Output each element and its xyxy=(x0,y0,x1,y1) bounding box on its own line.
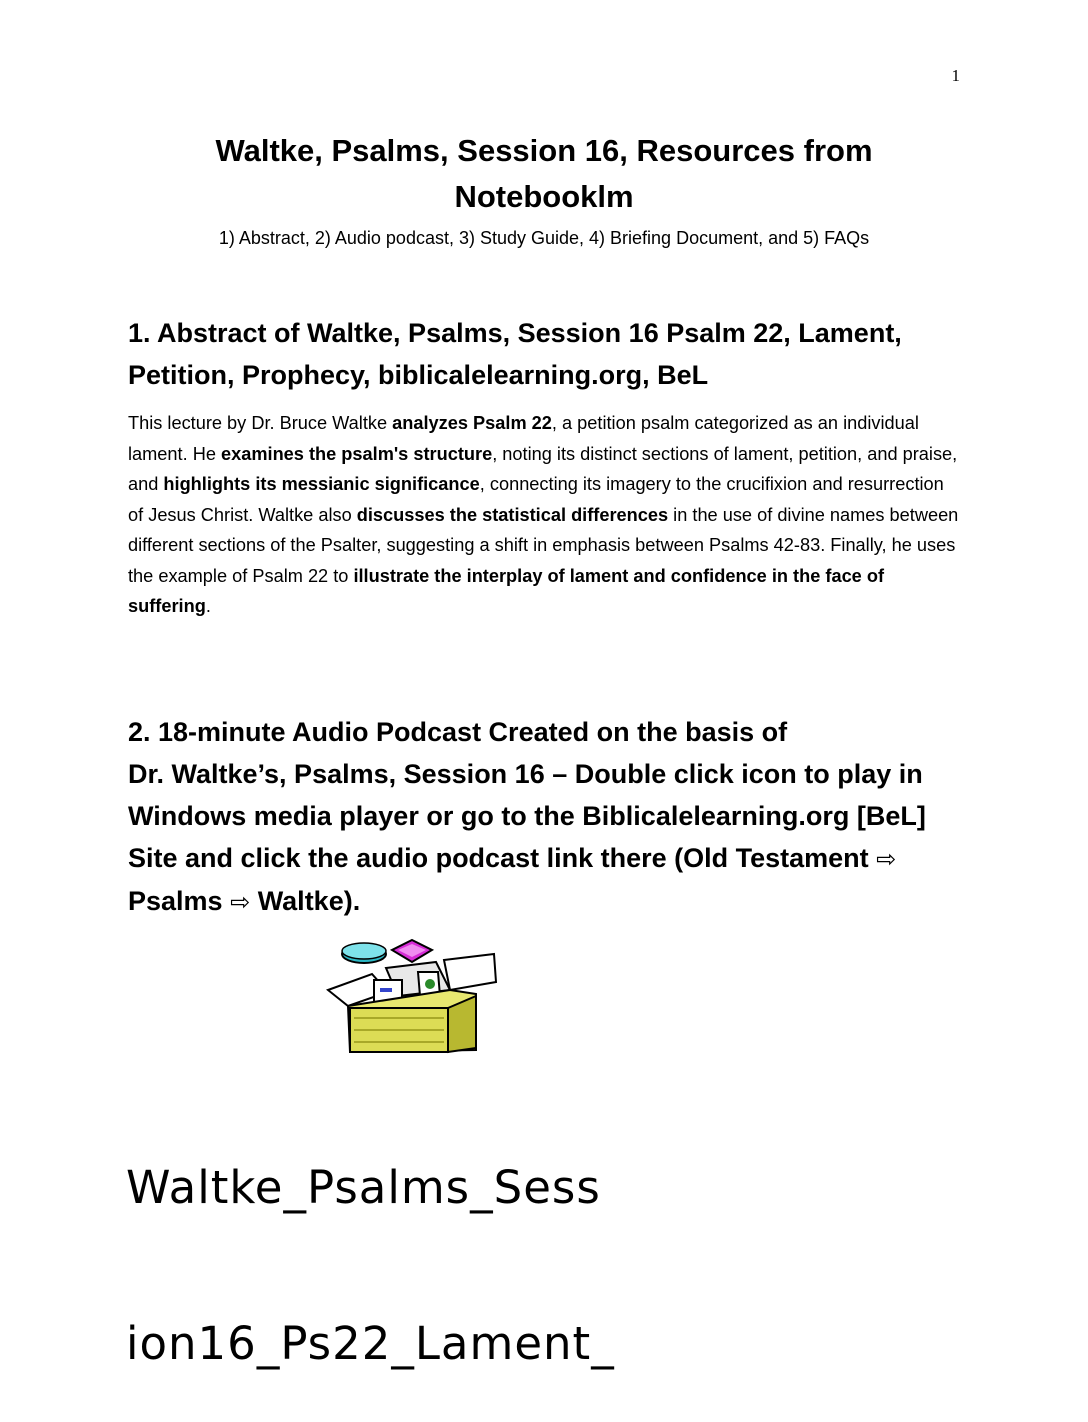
abstract-text: This lecture by Dr. Bruce Waltke xyxy=(128,413,393,433)
arrow-right-icon: ⇨ xyxy=(230,888,251,916)
section-2-line-5-end: Waltke). xyxy=(250,886,361,916)
abstract-text: in the use of divine names between different sections of the Psalter, suggesting a shift in emphasis between Psalms 42-83. Finally, he uses the example of Psalm 22 to xyxy=(128,504,959,586)
abstract-text: , connecting its imagery to the crucifixion and resurrection of Jesus Christ. Waltke also xyxy=(128,474,944,525)
section-2-line-1: 2. 18-minute Audio Podcast Created on the basis of xyxy=(128,717,788,747)
abstract-text: , a petition psalm categorized as an individual lament. He xyxy=(128,413,919,464)
section-2-line-5-text: Psalms xyxy=(128,886,231,916)
document-subtitle: 1) Abstract, 2) Audio podcast, 3) Study Guide, 4) Briefing Document, and 5) FAQs xyxy=(218,228,870,248)
section-2-heading xyxy=(128,711,960,923)
abstract-emphasis: illustrate the interplay of lament and confidence in the face of suffering xyxy=(128,565,885,616)
abstract-emphasis: examines the psalm's structure xyxy=(221,443,493,464)
abstract-emphasis: highlights its messianic significance xyxy=(163,474,480,494)
arrow-right-icon: ⇨ xyxy=(876,845,897,873)
section-2-line-4 xyxy=(128,837,960,880)
abstract-text: , noting its distinct sections of lament, petition, and praise, and xyxy=(128,443,958,494)
title-line-2: Notebooklm xyxy=(454,179,634,214)
section-1-heading xyxy=(128,312,960,396)
section-1-heading-line-2: Petition, Prophecy, biblicalelearning.org, BeL xyxy=(128,360,709,390)
section-2-line-4-text: Site and click the audio podcast link there (Old Testament xyxy=(128,843,877,873)
section-2-line-3: Windows media player or go to the Biblicalelearning.org [BeL] xyxy=(128,801,926,831)
attachment-filename-line-2: ion16_Ps22_Lament_ xyxy=(126,1317,615,1370)
abstract-paragraph xyxy=(128,408,960,622)
abstract-text: . xyxy=(205,596,211,616)
attachment-filename-line-1: Waltke_Psalms_Sess xyxy=(126,1161,601,1214)
page-number: 1 xyxy=(951,66,960,85)
package-icon[interactable] xyxy=(326,938,500,1054)
abstract-emphasis: analyzes Psalm 22 xyxy=(392,413,552,433)
title-line-1: Waltke, Psalms, Session 16, Resources from xyxy=(215,133,873,168)
section-2-line-5 xyxy=(128,880,960,923)
section-1-heading-line-1: 1. Abstract of Waltke, Psalms, Session 16 Psalm 22, Lament, xyxy=(128,318,902,348)
attachment-filename[interactable] xyxy=(126,1058,615,1422)
abstract-emphasis: discusses the statistical differences xyxy=(356,504,669,525)
document-title xyxy=(160,128,928,220)
section-2-line-2: Dr. Waltke’s, Psalms, Session 16 – Double click icon to play in xyxy=(128,759,923,789)
